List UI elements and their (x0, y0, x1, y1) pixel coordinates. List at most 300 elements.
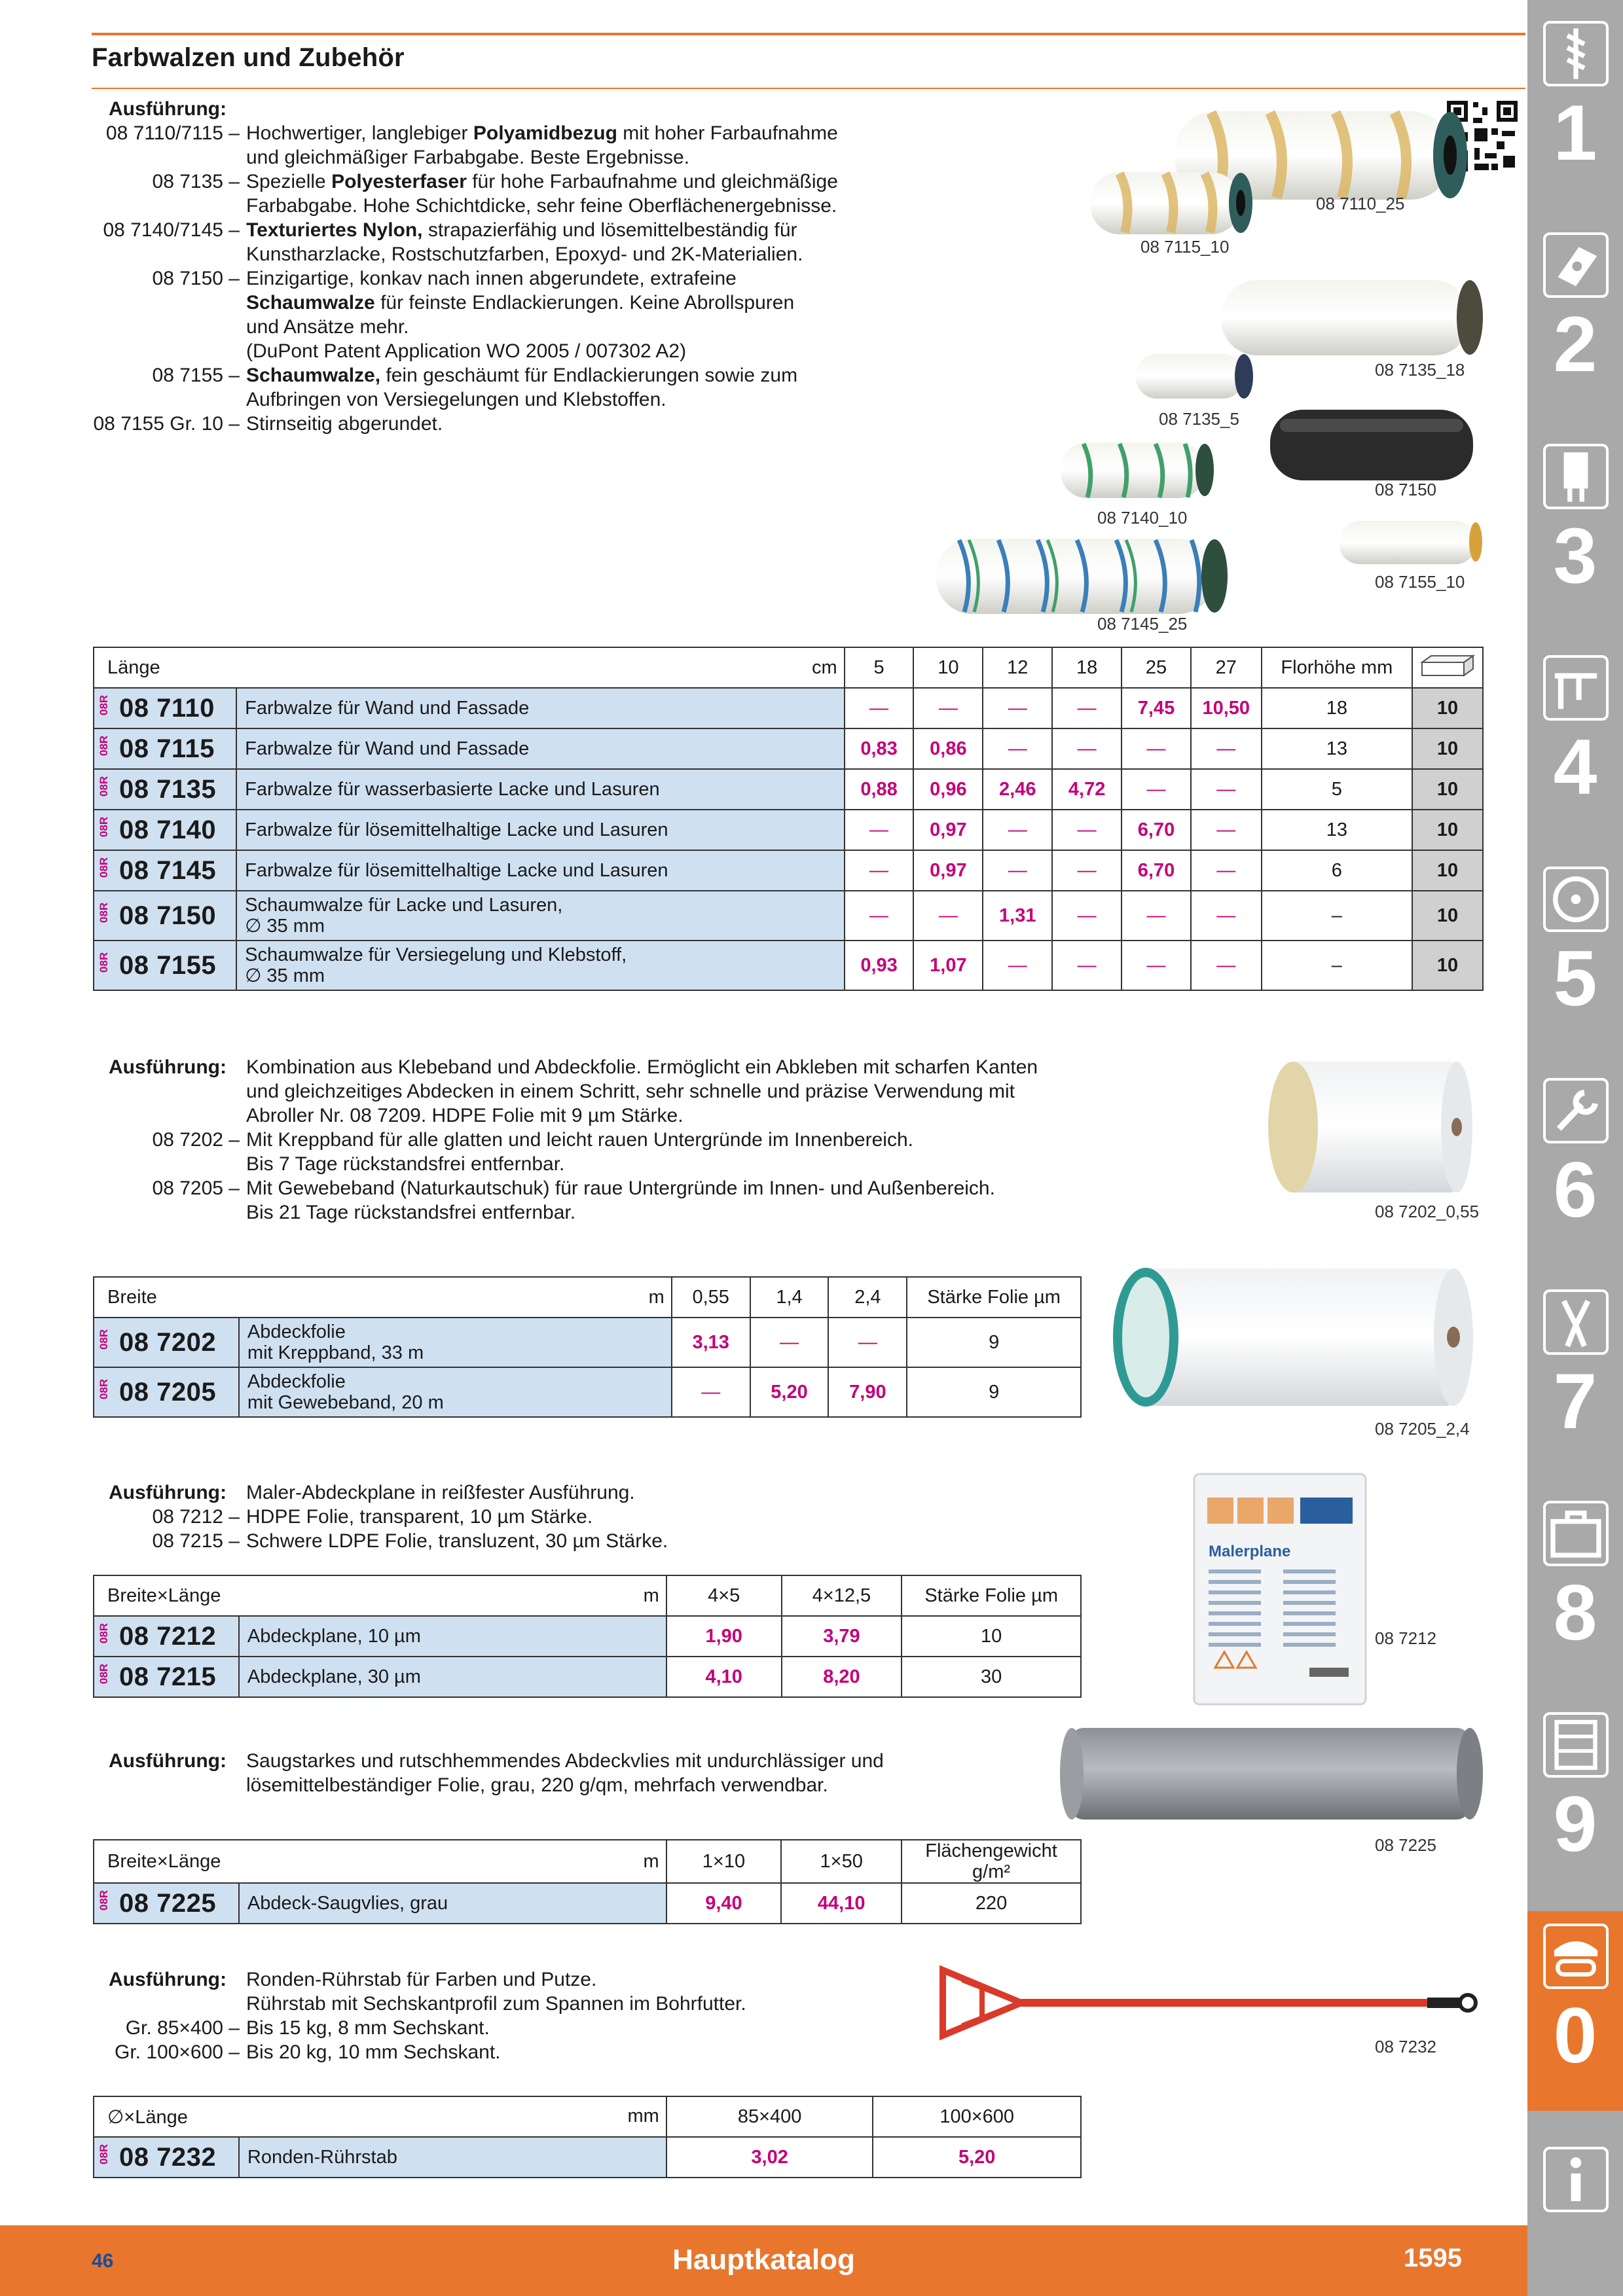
spec-text-bold: Schaumwalze (246, 292, 375, 314)
table-header-row (94, 1277, 1081, 1318)
price-cell[interactable]: 6,70 (1122, 850, 1191, 891)
product-description-cell (239, 1318, 672, 1367)
footer-side (1527, 2225, 1623, 2296)
chapter-tab-4[interactable] (1534, 641, 1616, 837)
spec-text: Kunstharzlacke, Rostschutzfarben, Epoxyd- und 2K-Materialien. (246, 243, 803, 265)
price-cell[interactable]: 0,96 (913, 769, 983, 810)
spec-text-pre: Einzigartige, konkav nach innen abgerundete, extrafeine (246, 268, 737, 289)
chuck-icon (1543, 444, 1609, 509)
section-label: Ausführung: (109, 1056, 227, 1078)
indent (92, 242, 246, 266)
page-footer (0, 2225, 1527, 2296)
product-description-cell (236, 850, 845, 891)
article-number-cell[interactable] (94, 1883, 239, 1924)
pack-quantity-cell: 10 (1412, 941, 1483, 990)
article-number: 08 7135 (119, 774, 217, 804)
spec-line (92, 218, 890, 242)
price-cell: — (1191, 728, 1262, 769)
spec-text-post: für hohe Farbaufnahme und gleichmäßige (466, 171, 838, 192)
product-description: Farbwalze für Wand und Fassade (245, 698, 530, 719)
article-number: 08 7150 (119, 901, 217, 930)
article-number-cell[interactable] (94, 1616, 239, 1657)
price-cell: — (845, 850, 914, 891)
image-caption: 08 7115_10 (1140, 237, 1230, 257)
chapter-number: 8 (1553, 1569, 1597, 1657)
info-cell: 18 (1262, 688, 1412, 728)
spec-text: Maler-Abdeckplane in reißfester Ausführung. (246, 1482, 635, 1503)
cover-film-087205-image (1100, 1259, 1486, 1416)
spec-line (92, 1200, 1139, 1225)
pack-quantity-cell: 10 (1412, 688, 1483, 728)
section-label: Ausführung: (109, 1969, 227, 1990)
price-cell[interactable]: 4,72 (1052, 769, 1122, 810)
spec-text-pre: Spezielle (246, 171, 332, 192)
price-cell[interactable]: 2,46 (983, 769, 1052, 810)
article-tag: 08R (98, 2144, 110, 2164)
article-tag: 08R (98, 776, 110, 797)
article-number-cell[interactable] (94, 1657, 239, 1697)
article-number: 08 7145 (119, 855, 217, 885)
info-column-header: Florhöhe mm (1262, 647, 1412, 688)
product-description-cell (239, 1657, 666, 1697)
size-column-header: 0,55 (672, 1277, 750, 1318)
article-number-cell[interactable] (94, 941, 236, 990)
spec-line (92, 2016, 1008, 2040)
price-cell[interactable]: 1,90 (666, 1616, 782, 1657)
table-row (94, 1318, 1081, 1367)
price-cell[interactable]: 4,10 (666, 1657, 782, 1697)
header-label: ∅×Länge (107, 2106, 188, 2128)
price-cell: — (913, 688, 983, 728)
price-cell: — (1052, 941, 1122, 990)
price-cell: — (1052, 728, 1122, 769)
article-number: 08 7205 (119, 1377, 217, 1407)
image-caption: 08 7232 (1375, 2037, 1436, 2056)
header-unit: cm (811, 656, 837, 678)
product-description-cell (236, 891, 845, 941)
table-row (94, 850, 1483, 891)
drop-sheet-price-table (93, 1575, 1082, 1698)
info-cell: 13 (1262, 728, 1412, 769)
image-caption: 08 7140_10 (1097, 508, 1188, 528)
spec-line (92, 1079, 1139, 1103)
spec-text: Kombination aus Klebeband und Abdeckfolie. Ermöglicht ein Abkleben mit scharfen Kanten (246, 1056, 1038, 1078)
chapter-tab-1[interactable] (1534, 7, 1616, 203)
spec-text: Abroller Nr. 08 7209. HDPE Folie mit 9 µm Stärke. (246, 1105, 684, 1126)
cover-film-087202-image (1260, 1054, 1483, 1201)
price-cell[interactable]: 3,79 (782, 1616, 902, 1657)
header-label: Breite (107, 1286, 157, 1308)
pack-quantity-cell: 10 (1412, 810, 1483, 850)
article-number: 08 7215 (119, 1662, 217, 1691)
header-label-cell (94, 1277, 672, 1318)
header-label-cell (94, 1575, 666, 1616)
rollers-price-table (93, 647, 1484, 991)
table-row (94, 1883, 1081, 1924)
absorbent-fleece-price-table (93, 1839, 1082, 1924)
chapter-tab-0[interactable] (1534, 1909, 1616, 2106)
chapter-number: 1 (1553, 89, 1597, 177)
chapter-number: 5 (1553, 935, 1597, 1022)
spec-line (92, 1480, 1008, 1505)
chapter-number: 6 (1553, 1146, 1597, 1234)
product-description-cell (239, 2137, 666, 2178)
spec-text-post: strapazierfähig und lösemittelbeständig für (422, 219, 797, 241)
article-code: Gr. 85×400 – (125, 2017, 240, 2039)
spec-text (246, 170, 890, 194)
price-cell: — (983, 850, 1052, 891)
spec-line (92, 315, 890, 339)
price-cell: — (1191, 941, 1262, 990)
product-description: Farbwalze für lösemittelhaltige Lacke und Lasuren (245, 860, 668, 881)
page-title: Farbwalzen und Zubehör (92, 43, 405, 72)
chapter-tab-9[interactable] (1534, 1698, 1616, 1894)
article-code: 08 7205 – (152, 1177, 240, 1199)
spec-text: und gleichzeitiges Abdecken in einem Schritt, sehr schnelle und präzise Verwendung mit (246, 1081, 1015, 1102)
product-description-cell (239, 1367, 672, 1417)
table-row (94, 688, 1483, 728)
spec-line (92, 266, 890, 291)
header-label-wrap (107, 2106, 666, 2128)
price-cell: — (672, 1367, 750, 1417)
table-row (94, 891, 1483, 941)
image-caption: 08 7225 (1375, 1835, 1436, 1855)
price-cell[interactable]: 3,02 (666, 2137, 873, 2178)
article-number-cell[interactable] (94, 688, 236, 728)
header-label-wrap (107, 657, 844, 679)
size-column-header: 4×12,5 (782, 1575, 902, 1616)
chapter-tab-6[interactable] (1534, 1064, 1616, 1260)
spec-line (92, 1992, 1008, 2016)
price-cell: — (1052, 688, 1122, 728)
header-unit: mm (627, 2105, 659, 2126)
size-column-header: 27 (1191, 647, 1262, 688)
spec-text: HDPE Folie, transparent, 10 µm Stärke. (246, 1506, 593, 1528)
indent (92, 1103, 246, 1128)
drop-sheet-package-image (1192, 1471, 1368, 1707)
price-cell: — (1122, 891, 1191, 941)
price-cell[interactable]: 5,20 (750, 1367, 829, 1417)
package-box-icon (1418, 652, 1477, 678)
chapter-tab-3[interactable] (1534, 429, 1616, 626)
price-cell: — (750, 1318, 829, 1367)
product-description-cell (236, 769, 845, 810)
cabinet-icon (1543, 1712, 1609, 1778)
product-description: Farbwalze für lösemittelhaltige Lacke und Lasuren (245, 819, 668, 840)
product-description-cell (236, 810, 845, 850)
spec-line (92, 1128, 1139, 1152)
price-cell[interactable]: 0,86 (913, 728, 983, 769)
spec-line (92, 291, 890, 315)
spec-text: und gleichmäßiger Farbabgabe. Beste Ergebnisse. (246, 147, 690, 168)
absorbent-fleece-description (92, 1749, 1008, 1797)
table-header-row (94, 1575, 1081, 1616)
spec-text: (DuPont Patent Application WO 2005 / 007302 A2) (246, 340, 687, 362)
table-row (94, 769, 1483, 810)
table-header-row (94, 1840, 1081, 1883)
table-row (94, 810, 1483, 850)
chapter-number: 0 (1553, 1992, 1597, 2079)
image-caption: 08 7155_10 (1375, 572, 1465, 592)
article-number: 08 7225 (119, 1888, 217, 1918)
article-tag: 08R (98, 1329, 110, 1350)
article-number-cell[interactable] (94, 1318, 239, 1367)
image-caption: 08 7135_18 (1375, 360, 1465, 380)
spec-text: Bis 15 kg, 8 mm Sechskant. (246, 2017, 490, 2039)
spec-text (246, 218, 890, 242)
article-number-cell[interactable] (94, 769, 236, 810)
article-tag: 08R (98, 694, 110, 715)
roller-087155-image (1336, 517, 1486, 569)
price-cell[interactable]: 44,10 (781, 1883, 902, 1924)
price-cell[interactable]: 0,93 (845, 941, 914, 990)
safety-icon (1543, 1924, 1609, 1989)
price-cell: — (1191, 850, 1262, 891)
article-code: 08 7140/7145 – (103, 219, 240, 241)
size-column-header: 4×5 (666, 1575, 782, 1616)
spec-line (92, 121, 890, 145)
info-cell: 9 (907, 1367, 1081, 1417)
image-caption: 08 7205_2,4 (1375, 1419, 1470, 1439)
spec-text (246, 266, 890, 291)
article-number-cell[interactable] (94, 728, 236, 769)
product-description-cell (236, 728, 845, 769)
size-column-header: 100×600 (873, 2096, 1081, 2137)
price-cell[interactable]: 8,20 (782, 1657, 902, 1697)
indent (92, 1152, 246, 1176)
price-cell: — (845, 891, 914, 941)
price-cell[interactable]: 5,20 (873, 2137, 1081, 2178)
price-cell[interactable]: 6,70 (1122, 810, 1191, 850)
roller-087145-image (933, 533, 1234, 619)
chapter-tab-8[interactable] (1534, 1486, 1616, 1683)
chapter-number: 3 (1553, 512, 1597, 600)
spec-text-bold: Schaumwalze, (246, 365, 381, 386)
spec-text: Ronden-Rührstab für Farben und Putze. (246, 1969, 597, 1990)
size-column-header: 2,4 (828, 1277, 907, 1318)
price-cell[interactable]: 9,40 (666, 1883, 782, 1924)
article-tag: 08R (98, 1663, 110, 1684)
mixing-paddle-description (92, 1967, 1008, 2064)
price-cell[interactable]: 1,07 (913, 941, 983, 990)
price-cell[interactable]: 0,88 (845, 769, 914, 810)
spec-line (92, 2040, 1008, 2064)
title-rule (92, 88, 1525, 89)
cover-film-price-table (93, 1276, 1082, 1418)
pack-quantity-cell: 10 (1412, 891, 1483, 941)
article-code (92, 291, 246, 315)
info-cell: 5 (1262, 769, 1412, 810)
absorbent-fleece-image (1057, 1721, 1486, 1826)
price-cell[interactable]: 3,13 (672, 1318, 750, 1367)
product-description: Abdeck-Saugvlies, grau (247, 1893, 448, 1914)
roller-087135-18-image (1218, 275, 1486, 360)
product-description: Ronden-Rührstab (247, 2147, 397, 2168)
table-header-row (94, 2096, 1081, 2137)
header-label-wrap (107, 1287, 671, 1308)
indent (92, 1773, 246, 1797)
spec-line (92, 363, 890, 387)
price-cell: — (1191, 810, 1262, 850)
spec-text-post: mit hoher Farbaufnahme (617, 122, 838, 144)
spec-text-bold: Texturiertes Nylon, (246, 219, 423, 241)
article-number: 08 7202 (119, 1327, 217, 1357)
spec-text: Aufbringen von Versiegelungen und Klebstoffen. (246, 389, 666, 410)
size-column-header: 18 (1052, 647, 1122, 688)
product-description-cell (236, 688, 845, 728)
article-number: 08 7232 (119, 2142, 217, 2172)
price-cell[interactable]: 0,97 (913, 850, 983, 891)
chapter-number: 7 (1553, 1357, 1597, 1445)
header-label: Breite×Länge (107, 1850, 221, 1872)
header-label-wrap (107, 1585, 666, 1607)
spec-line (92, 412, 890, 436)
image-caption: 08 7202_0,55 (1375, 1202, 1480, 1221)
product-description-cell (239, 1883, 666, 1924)
pack-quantity-header (1412, 647, 1483, 688)
price-cell: — (983, 728, 1052, 769)
size-column-header: 1,4 (750, 1277, 829, 1318)
right-page-number: 1595 (1404, 2244, 1462, 2272)
header-label-cell (94, 647, 845, 688)
article-tag: 08R (98, 1890, 110, 1910)
article-tag: 08R (98, 857, 110, 878)
table-row (94, 1367, 1081, 1417)
section-label: Ausführung: (109, 1750, 227, 1772)
price-cell: — (845, 688, 914, 728)
spec-text: Mit Gewebeband (Naturkautschuk) für raue Untergründe im Innen- und Außenbereich. (246, 1177, 995, 1199)
info-cell: 13 (1262, 810, 1412, 850)
info-icon (1543, 2147, 1609, 2212)
article-number-cell[interactable] (94, 850, 236, 891)
table-row (94, 2137, 1081, 2178)
price-cell[interactable]: 7,45 (1122, 688, 1191, 728)
size-column-header: 1×10 (666, 1840, 782, 1883)
size-column-header: 25 (1122, 647, 1191, 688)
mixing-paddle-price-table (93, 2096, 1082, 2178)
indent (92, 145, 246, 170)
header-unit: m (643, 1585, 659, 1606)
spec-line (92, 339, 890, 363)
section-label: Ausführung: (109, 1482, 227, 1503)
info-cell: 30 (902, 1657, 1081, 1697)
price-cell[interactable]: 0,83 (845, 728, 914, 769)
info-cell: 9 (907, 1318, 1081, 1367)
spec-text: Mit Kreppband für alle glatten und leicht rauen Untergründe im Innenbereich. (246, 1129, 913, 1151)
spec-line (92, 145, 890, 170)
cutting-insert-icon (1543, 232, 1609, 298)
article-tag: 08R (98, 735, 110, 756)
article-tag: 08R (98, 952, 110, 973)
spec-text: Bis 7 Tage rückstandsfrei entfernbar. (246, 1153, 565, 1175)
chapter-number: 2 (1553, 300, 1597, 388)
price-cell[interactable]: 7,90 (828, 1367, 907, 1417)
pliers-icon (1543, 1289, 1609, 1355)
info-column-header: Stärke Folie µm (902, 1575, 1081, 1616)
indent (92, 1200, 246, 1225)
spec-line (92, 1055, 1139, 1079)
cover-film-description (92, 1055, 1139, 1225)
product-description: Abdeckfolie (247, 1321, 346, 1342)
spec-line (92, 1505, 1008, 1529)
price-cell[interactable]: 1,31 (983, 891, 1052, 941)
size-column-header: 12 (983, 647, 1052, 688)
price-cell: — (1191, 769, 1262, 810)
article-code: 08 7110/7115 – (105, 122, 240, 144)
chapter-tab-2[interactable] (1534, 218, 1616, 414)
pack-quantity-cell: 10 (1412, 850, 1483, 891)
article-number-cell[interactable] (94, 810, 236, 850)
price-cell[interactable]: 10,50 (1191, 688, 1262, 728)
spec-line (92, 1749, 1008, 1773)
spec-line (92, 242, 890, 266)
spec-text (246, 121, 890, 145)
spec-text: Farbabgabe. Hohe Schichtdicke, sehr feine Oberflächenergebnisse. (246, 195, 837, 217)
article-code: 08 7150 – (152, 268, 240, 289)
article-code: 08 7135 – (152, 171, 240, 192)
header-label-cell (94, 2096, 666, 2137)
image-caption: 08 7150 (1375, 480, 1436, 499)
price-cell: — (983, 688, 1052, 728)
article-tag: 08R (98, 1378, 110, 1399)
info-cell: – (1262, 891, 1412, 941)
article-number: 08 7115 (119, 734, 215, 763)
spec-text: und Ansätze mehr. (246, 316, 409, 338)
article-number-cell[interactable] (94, 891, 236, 941)
chapter-tab-7[interactable] (1534, 1275, 1616, 1471)
price-cell: — (1122, 728, 1191, 769)
spec-text: lösemittelbeständiger Folie, grau, 220 g/qm, mehrfach verwendbar. (246, 1774, 828, 1796)
product-description: Farbwalze für wasserbasierte Lacke und Lasuren (245, 779, 660, 800)
indent (92, 1992, 246, 2016)
article-code: 08 7215 – (152, 1530, 240, 1552)
spec-line (92, 170, 890, 194)
table-header-row (94, 647, 1483, 688)
product-description: Farbwalze für Wand und Fassade (245, 738, 530, 759)
pack-quantity-cell: 10 (1412, 728, 1483, 769)
indent (92, 194, 246, 218)
article-code: Gr. 100×600 – (115, 2041, 240, 2063)
info-column-header: Stärke Folie µm (907, 1277, 1081, 1318)
image-caption: 08 7145_25 (1097, 614, 1188, 634)
table-row (94, 1616, 1081, 1657)
product-description-line2: ∅ 35 mm (245, 965, 325, 986)
spec-line (92, 1152, 1139, 1176)
indent (92, 387, 246, 412)
spec-text-bold: Polyesterfaser (331, 171, 467, 192)
product-description: Abdeckplane, 10 µm (247, 1626, 421, 1647)
wrench-icon (1543, 1078, 1609, 1143)
article-number-cell[interactable] (94, 2137, 239, 2178)
roller-087140-image (1057, 439, 1221, 504)
header-unit: m (643, 1850, 659, 1872)
chapter-tab-5[interactable] (1534, 852, 1616, 1049)
article-number-cell[interactable] (94, 1367, 239, 1417)
spec-text: Rührstab mit Sechskantprofil zum Spannen im Bohrfutter. (246, 1993, 746, 2015)
price-cell[interactable]: 0,97 (913, 810, 983, 850)
spec-text (246, 412, 890, 436)
image-caption: 08 7212 (1375, 1628, 1436, 1648)
spec-text (246, 291, 890, 315)
table-row (94, 941, 1483, 990)
product-description: Abdeckfolie (247, 1371, 346, 1392)
header-label: Länge (107, 656, 160, 678)
product-description: Schaumwalze für Lacke und Lasuren, (245, 895, 563, 916)
size-column-header: 1×50 (781, 1840, 902, 1883)
drop-sheet-description (92, 1480, 1008, 1553)
spec-line (92, 1967, 1008, 1992)
price-cell: — (1191, 891, 1262, 941)
